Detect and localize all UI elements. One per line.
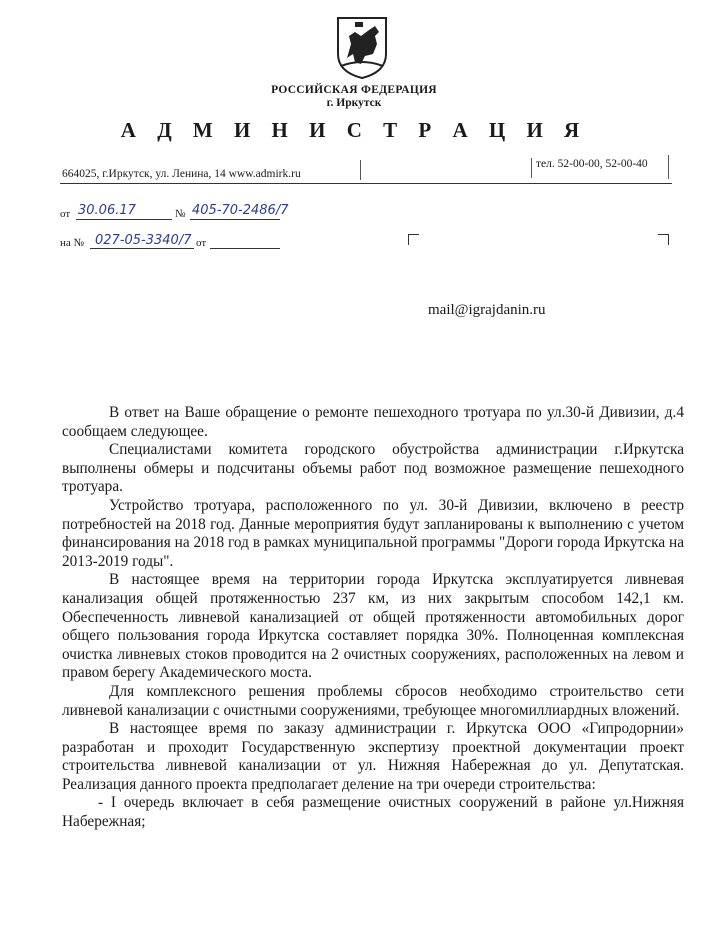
ref-label: на № xyxy=(60,237,85,249)
date-underline xyxy=(76,219,172,220)
header-rule xyxy=(60,183,672,184)
divider xyxy=(668,155,669,179)
letter-body xyxy=(62,404,684,832)
recipient-email: mail@igrajdanin.ru xyxy=(428,302,546,318)
paragraph: В настоящее время по заказу администрации г. Иркутска ООО «Гипродорнии» разработан и проходит Государственную экспертизу проектной документации проект строительства ливневой канализации от ул. Нижняя Набережная до ул. Депутатская. Реализация данного проекта предполагает деление на три очереди строительства: xyxy=(62,720,684,793)
number-label: № xyxy=(175,208,186,220)
ref-value: 027-05-3340/7 xyxy=(95,233,192,248)
ref-date-label: от xyxy=(196,237,207,249)
header-city: г. Иркутск xyxy=(326,97,382,109)
address-line: 664025, г.Иркутск, ул. Ленина, 14 www.admirk.ru xyxy=(62,168,301,180)
page-title: А Д М И Н И С Т Р А Ц И Я xyxy=(120,118,588,142)
phone-line: тел. 52-00-00, 52-00-40 xyxy=(536,158,648,170)
paragraph: В настоящее время на территории города Иркутска эксплуатируется ливневая канализация общей протяженностью 237 км, из них закрытым способом 142,1 км. Обеспеченность ливневой канализацией от общей протяженности автомобильных дорог общего пользования города Иркутска составляет порядка 30%. Полноценная комплексная очистка ливневых стоков проводится на 2 очистных сооружениях, расположенных на левом и правом берегу Академического моста. xyxy=(62,571,684,682)
date-value: 30.06.17 xyxy=(78,203,136,218)
date-label: от xyxy=(60,208,71,220)
paragraph: Устройство тротуара, расположенного по ул. 30-й Дивизии, включено в реестр потребностей на 2018 год. Данные мероприятия будут запланированы к выполнению с учетом финансирования на 2018 год в рамках муниципальной программы "Дороги города Иркутска на 2013-2019 годы". xyxy=(62,496,684,570)
paragraph: В ответ на Ваше обращение о ремонте пешеходного тротуара по ул.30-й Дивизии, д.4 сообщаем следующее. xyxy=(62,404,684,440)
paragraph: Специалистами комитета городского обустройства администрации г.Иркутска выполнены обмеры и подсчитаны объемы работ под возможное размещение пешеходного тротуара. xyxy=(62,441,684,496)
ref-underline xyxy=(90,248,194,249)
address-block-corner xyxy=(658,234,669,245)
divider xyxy=(531,158,532,178)
address-block-corner xyxy=(408,234,419,245)
paragraph: - I очередь включает в себя размещение очистных сооружений в районе ул.Нижняя Набережная; xyxy=(62,794,684,831)
coat-of-arms-icon xyxy=(335,14,389,80)
header-country: РОССИЙСКАЯ ФЕДЕРАЦИЯ xyxy=(271,84,437,96)
paragraph: Для комплексного решения проблемы сбросов необходимо строительство сети ливневой канализации с очистными сооружениями, требующее многомиллиардных вложений. xyxy=(62,682,684,719)
number-value: 405-70-2486/7 xyxy=(192,203,289,218)
ref-date-underline xyxy=(210,248,280,249)
number-underline xyxy=(190,219,280,220)
divider xyxy=(360,160,361,180)
